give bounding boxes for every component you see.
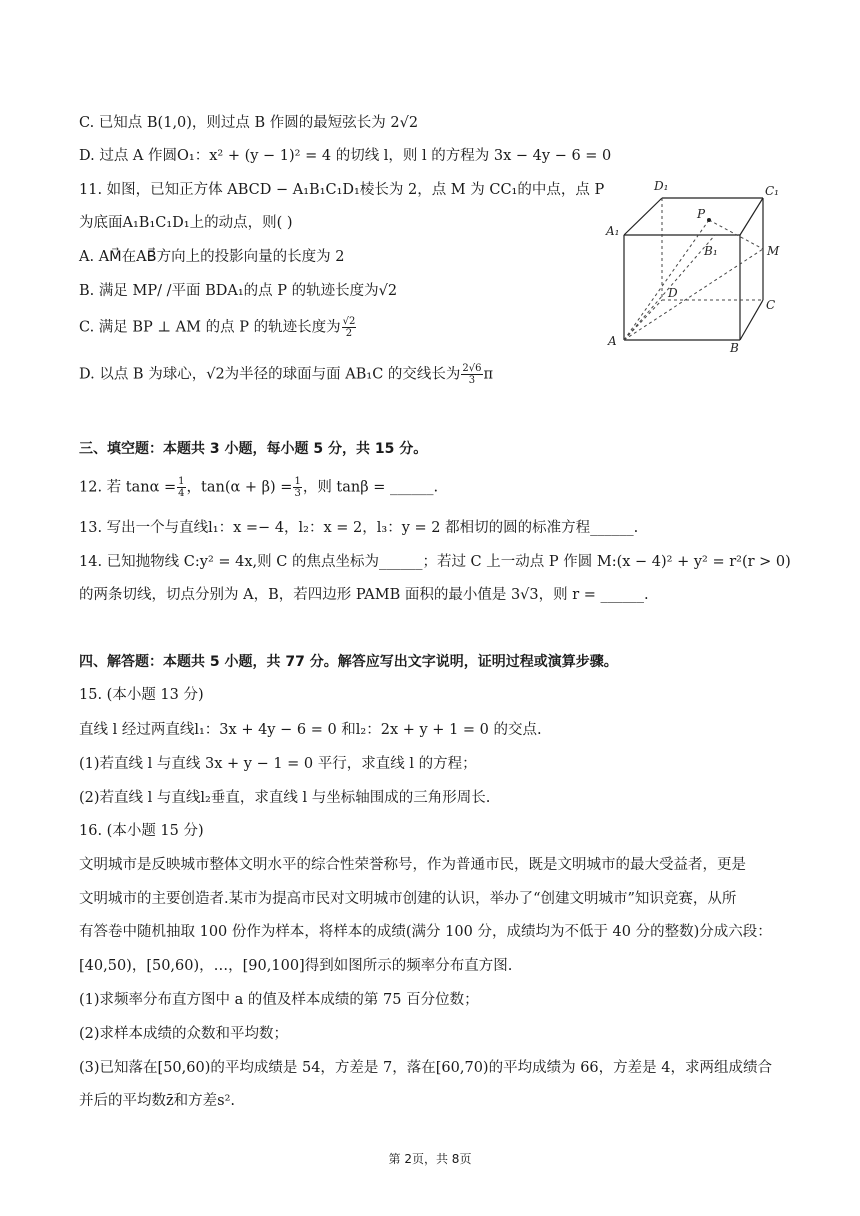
label-C: C (766, 298, 776, 312)
q11-option-b: B. 满足 MP/ /平面 BDA₁的点 P 的轨迹长度为√2 (79, 283, 398, 299)
q10-option-d: D. 过点 A 作圆O₁：x² + (y − 1)² = 4 的切线 l，则 l 的方程为 3x − 4y − 6 = 0 (79, 148, 612, 164)
label-C1: C₁ (765, 184, 779, 198)
q16-part-3-cont: 并后的平均数z̄和方差s². (79, 1093, 236, 1109)
q12-f1-denominator: 4 (178, 488, 185, 499)
q16-para-1: 文明城市是反映城市整体文明水平的综合性荣誉称号，作为普通市民，既是文明城市的最大受益者，更是 (79, 857, 746, 873)
label-D: D (668, 286, 678, 300)
q11-option-c (79, 316, 357, 339)
point-P (707, 218, 711, 222)
q16-para-3: 有答卷中随机抽取 100 份作为样本，将样本的成绩(满分 100 分，成绩均为不低于 40 分的整数)分成六段： (79, 924, 772, 940)
q11d-fraction (461, 363, 482, 386)
q11c-numerator: √2 (342, 316, 356, 327)
section-3-heading: 三、填空题：本题共 3 小题，每小题 5 分，共 15 分。 (79, 441, 428, 457)
seg-A-P (624, 220, 709, 340)
q11c-fraction (342, 316, 357, 339)
q12-text-c: ，则 tanβ = ______. (302, 479, 439, 496)
q11-option-a: A. AM⃗在AB⃗方向上的投影向量的长度为 2 (79, 249, 345, 265)
label-D1: D₁ (654, 179, 669, 193)
q15-part-2: (2)若直线 l 与直线l₂垂直，求直线 l 与坐标轴围成的三角形周长. (79, 790, 491, 806)
q15-part-1: (1)若直线 l 与直线 3x + y − 1 = 0 平行，求直线 l 的方程； (79, 756, 477, 772)
edge-B-C (740, 300, 763, 340)
q16-heading: 16. (本小题 15 分) (79, 823, 204, 839)
q12-fraction-2 (293, 476, 301, 499)
label-B1: B₁ (704, 244, 718, 258)
q11-stem: 11. 如图，已知正方体 ABCD − A₁B₁C₁D₁棱长为 2，点 M 为 CC₁的中点，点 P (79, 182, 605, 198)
q11d-denominator: 3 (468, 375, 476, 386)
q14-line-1: 14. 已知抛物线 C:y² = 4x,则 C 的焦点坐标为______；若过 C 上一动点 P 作圆 M:(x − 4)² + y² = r²(r > 0) (79, 554, 791, 570)
q16-part-2: (2)求样本成绩的众数和平均数； (79, 1026, 289, 1042)
q12-f2-numerator: 1 (294, 476, 301, 487)
q11c-denominator: 2 (345, 328, 353, 339)
label-A: A (608, 334, 617, 348)
q12-text-a: 12. 若 tanα = (79, 479, 177, 496)
label-M: M (767, 244, 780, 258)
q11d-numerator: 2√6 (462, 363, 482, 374)
q16-para-4: [40,50)，[50,60)，…，[90,100]得到如图所示的频率分布直方图. (79, 958, 513, 974)
q16-para-2: 文明城市的主要创造者.某市为提高市民对文明城市创建的认识，举办了“创建文明城市”知识竞赛，从所 (79, 891, 737, 907)
q11-stem-cont: 为底面A₁B₁C₁D₁上的动点，则( ) (79, 215, 293, 231)
q12 (79, 476, 438, 499)
q11-option-d (79, 363, 493, 386)
label-P: P (697, 207, 706, 221)
q11c-text: C. 满足 BP ⊥ AM 的点 P 的轨迹长度为 (79, 319, 341, 336)
q12-f2-denominator: 3 (294, 488, 301, 499)
q12-f1-numerator: 1 (178, 476, 185, 487)
q11d-text: D. 以点 B 为球心，√2为半径的球面与面 AB₁C 的交线长为 (79, 366, 461, 383)
q14-line-2: 的两条切线，切点分别为 A，B，若四边形 PAMB 面积的最小值是 3√3，则 r = ______. (79, 587, 649, 603)
q16-part-1: (1)求频率分布直方图中 a 的值及样本成绩的第 75 百分位数； (79, 992, 479, 1008)
q12-text-b: ，tan(α + β) = (186, 479, 293, 496)
q16-part-3: (3)已知落在[50,60)的平均成绩是 54，方差是 7，落在[60,70)的平均成绩为 66，方差是 4，求两组成绩合 (79, 1060, 772, 1076)
q12-fraction-1 (177, 476, 185, 499)
edge-A1-D1 (624, 198, 662, 235)
section-4-heading: 四、解答题：本题共 5 小题，共 77 分。解答应写出文字说明，证明过程或演算步骤。 (79, 654, 618, 670)
seg-A-M (624, 249, 763, 340)
label-A1: A₁ (606, 224, 620, 238)
q15-heading: 15. (本小题 13 分) (79, 687, 204, 703)
label-B: B (730, 341, 739, 355)
q10-option-c: C. 已知点 B(1,0)，则过点 B 作圆的最短弦长为 2√2 (79, 115, 419, 131)
edge-B1-C1 (740, 198, 763, 235)
q11d-pi: π (483, 366, 494, 383)
q15-stem: 直线 l 经过两直线l₁：3x + 4y − 6 = 0 和l₂：2x + y + 1 = 0 的交点. (79, 722, 542, 738)
q13: 13. 写出一个与直线l₁：x =− 4，l₂：x = 2，l₃：y = 2 都相切的圆的标准方程______. (79, 520, 639, 536)
page-footer: 第 2页，共 8页 (388, 1152, 472, 1166)
cube-figure (600, 175, 790, 355)
